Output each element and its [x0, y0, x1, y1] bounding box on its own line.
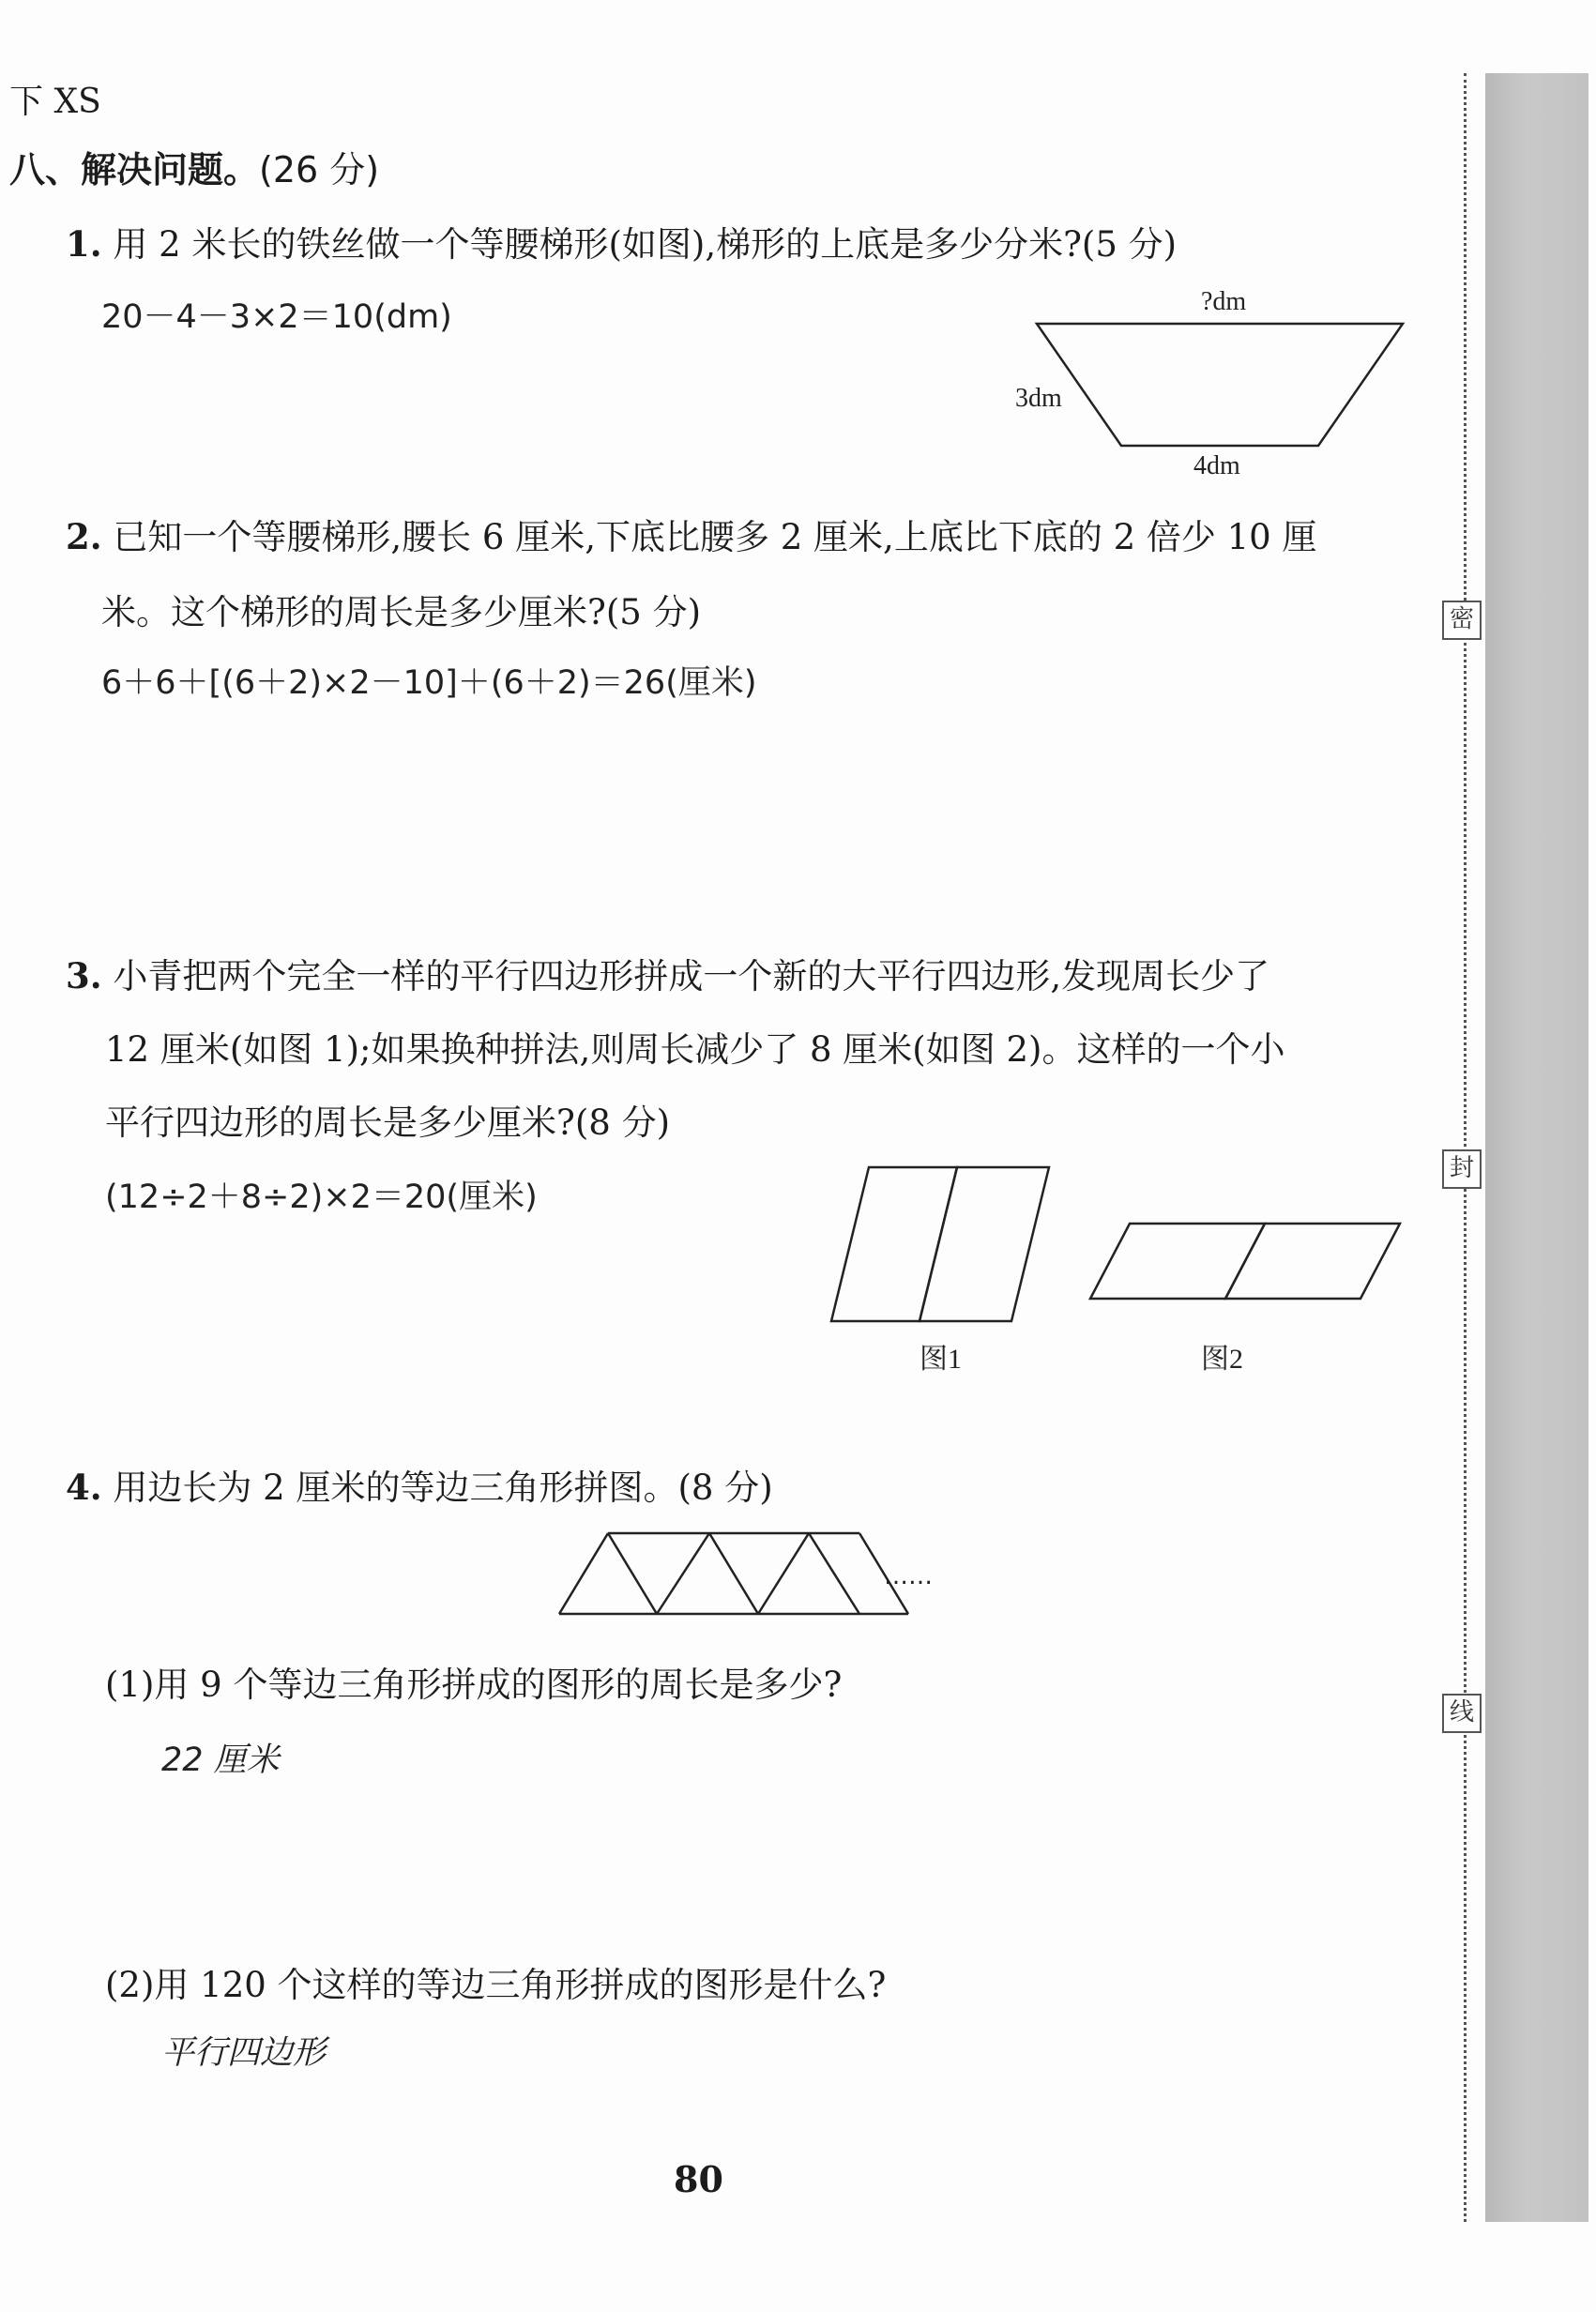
question-number: 4. [66, 1467, 102, 1508]
parallelogram-right [920, 1167, 1049, 1321]
trapezoid-shape [1037, 324, 1403, 446]
binding-mark-xian: 线 [1442, 1694, 1482, 1733]
binding-mark-feng: 封 [1442, 1149, 1482, 1189]
parallelogram-right [1225, 1224, 1400, 1299]
strip-edge [758, 1533, 809, 1614]
continuation-ellipsis: …… [884, 1562, 933, 1590]
question-text-line2: 12 厘米(如图 1);如果换种拼法,则周长减少了 8 厘米(如图 2)。这样的一个小 [105, 1029, 1285, 1070]
triangle-strip-figure [554, 1529, 985, 1623]
question-text-line2: 米。这个梯形的周长是多少厘米?(5 分) [101, 592, 702, 632]
sub-answer-2: 平行四边形 [161, 2034, 327, 2072]
answer-2: 6＋6＋[(6＋2)×2－10]＋(6＋2)＝26(厘米) [101, 664, 757, 702]
grade-tag: 下 XS [9, 83, 101, 121]
section-points: (26 分) [259, 149, 380, 190]
strip-edge [809, 1533, 859, 1614]
binding-dotted-line [1464, 73, 1467, 2222]
parallelogram-figure-1 [826, 1164, 1070, 1379]
trapezoid-side-label: 3dm [1015, 384, 1062, 413]
parallelogram-figure-2 [1088, 1220, 1417, 1379]
question-number: 1. [66, 223, 102, 265]
sub-answer-1: 22 厘米 [161, 1742, 280, 1779]
figure-1-label: 图1 [920, 1344, 962, 1375]
question-1 [66, 216, 1177, 266]
binding-margin-strip [1485, 73, 1588, 2222]
binding-mark-mi: 密 [1442, 601, 1482, 640]
question-text: 用 2 米长的铁丝做一个等腰梯形(如图),梯形的上底是多少分米?(5 分) [113, 224, 1178, 265]
question-text-line3: 平行四边形的周长是多少厘米?(8 分) [105, 1103, 671, 1143]
sub-question-2: (2)用 120 个这样的等边三角形拼成的图形是什么? [105, 1965, 887, 2005]
figure-2-label: 图2 [1201, 1344, 1243, 1375]
trapezoid-figure [1015, 281, 1417, 488]
section-title-text: 八、解决问题。 [9, 149, 260, 190]
parallelogram-left [1090, 1224, 1265, 1299]
question-text-line1: 已知一个等腰梯形,腰长 6 厘米,下底比腰多 2 厘米,上底比下底的 2 倍少 10 厘 [113, 517, 1317, 557]
answer-1: 20－4－3×2＝10(dm) [101, 298, 452, 336]
question-text: 用边长为 2 厘米的等边三角形拼图。(8 分) [113, 1468, 773, 1508]
trapezoid-top-label: ?dm [1201, 287, 1247, 316]
sub-question-1: (1)用 9 个等边三角形拼成的图形的周长是多少? [105, 1665, 843, 1705]
question-number: 3. [66, 955, 102, 996]
question-2 [66, 509, 1316, 559]
strip-edge [608, 1533, 657, 1614]
strip-edge [559, 1533, 608, 1614]
trapezoid-bottom-label: 4dm [1193, 451, 1240, 480]
question-text-line1: 小青把两个完全一样的平行四边形拼成一个新的大平行四边形,发现周长少了 [113, 956, 1270, 996]
question-number: 2. [66, 516, 102, 557]
strip-edge [657, 1533, 709, 1614]
answer-3: (12÷2＋8÷2)×2＝20(厘米) [105, 1179, 538, 1216]
page-number: 80 [674, 2158, 723, 2200]
section-title [9, 141, 379, 192]
strip-edge [709, 1533, 758, 1614]
question-4 [66, 1459, 773, 1510]
question-3 [66, 948, 1269, 998]
